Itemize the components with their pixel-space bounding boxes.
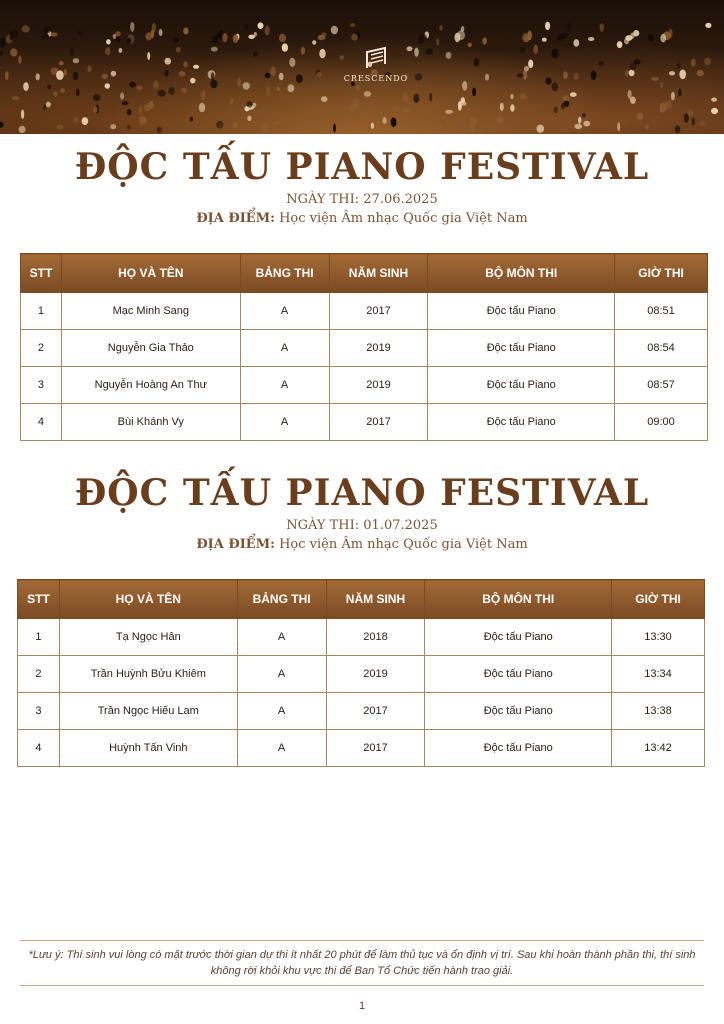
- col-header-name: HỌ VÀ TÊN: [59, 580, 237, 619]
- session-2-header: [0, 472, 724, 552]
- notice-text: *Lưu ý: Thí sinh vui lòng có mặt trước thời gian dự thi ít nhất 20 phút để làm thủ tục và ổn định vị trí. Sau khi hoàn thành phần thi, thí sinh không rời khỏi khu vực thi để Ban Tổ Chức tiến hành trao giải.: [20, 940, 704, 986]
- col-header-name: HỌ VÀ TÊN: [61, 254, 240, 293]
- col-header-time: GIỜ THI: [612, 580, 705, 619]
- col-header-division: BẢNG THI: [237, 580, 326, 619]
- logo-text: CRESCENDO: [343, 74, 409, 83]
- table-row: 2 Nguyễn Gia Thảo A 2019 Độc tấu Piano 08:54: [21, 330, 708, 367]
- table-header-row: [18, 580, 705, 619]
- col-header-birth-year: NĂM SINH: [326, 580, 425, 619]
- schedule-table-1: [20, 253, 708, 441]
- table-row: 3 Nguyễn Hoàng An Thư A 2019 Độc tấu Piano 08:57: [21, 367, 708, 404]
- col-header-birth-year: NĂM SINH: [329, 254, 428, 293]
- table-row: 4 Huỳnh Tấn Vinh A 2017 Độc tấu Piano 13:42: [18, 730, 705, 767]
- session-1-date: NGÀY THI: 27.06.2025: [286, 192, 438, 207]
- col-header-stt: STT: [21, 254, 62, 293]
- page-number: 1: [358, 1000, 366, 1012]
- col-header-division: BẢNG THI: [240, 254, 329, 293]
- table-header-row: [21, 254, 708, 293]
- session-1-title: ĐỘC TẤU PIANO FESTIVAL: [74, 146, 650, 188]
- session-2-date: NGÀY THI: 01.07.2025: [286, 518, 438, 533]
- session-1-venue: ĐỊA ĐIỂM: Học viện Âm nhạc Quốc gia Việt Nam: [196, 211, 528, 226]
- col-header-time: GIỜ THI: [615, 254, 708, 293]
- table-row: 1 Mạc Minh Sang A 2017 Độc tấu Piano 08:51: [21, 293, 708, 330]
- table-row: 1 Tạ Ngọc Hân A 2018 Độc tấu Piano 13:30: [18, 619, 705, 656]
- table-row: 2 Trần Huỳnh Bửu Khiêm A 2019 Độc tấu Piano 13:34: [18, 656, 705, 693]
- logo-mark-icon: [363, 46, 389, 72]
- table-row: 3 Trần Ngọc Hiếu Lam A 2017 Độc tấu Piano 13:38: [18, 693, 705, 730]
- col-header-category: BỘ MÔN THI: [428, 254, 615, 293]
- schedule-table-2: [17, 579, 705, 767]
- col-header-stt: STT: [18, 580, 60, 619]
- session-1-header: [0, 146, 724, 226]
- session-2-venue: ĐỊA ĐIỂM: Học viện Âm nhạc Quốc gia Việt Nam: [196, 537, 528, 552]
- col-header-category: BỘ MÔN THI: [425, 580, 612, 619]
- orchestra-banner: [0, 0, 724, 134]
- table-row: 4 Bùi Khánh Vy A 2017 Độc tấu Piano 09:00: [21, 404, 708, 441]
- session-2-title: ĐỘC TẤU PIANO FESTIVAL: [74, 472, 650, 514]
- crescendo-logo: [336, 46, 416, 83]
